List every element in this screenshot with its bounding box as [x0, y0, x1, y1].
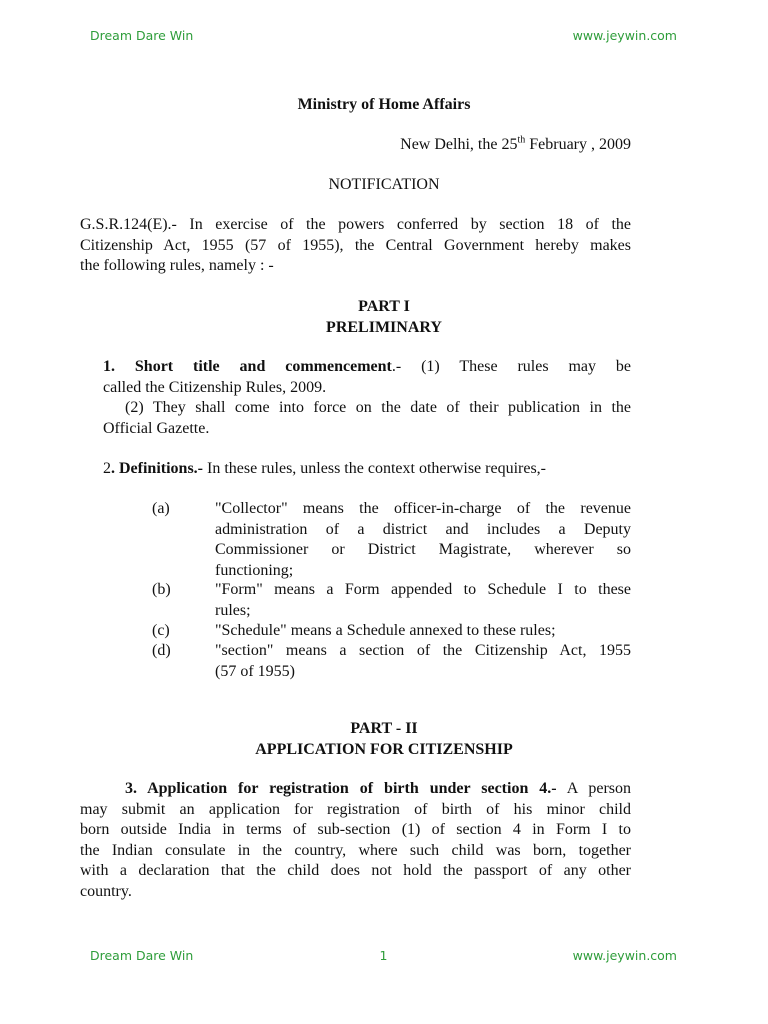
header-brand: Dream Dare Win — [90, 28, 194, 43]
rule-3-line: country. — [80, 882, 132, 900]
intro-line: the following rules, namely : - — [80, 257, 274, 274]
rule-2-heading: . Definitions.- — [111, 460, 203, 477]
rule-2 — [103, 459, 631, 480]
page-header — [90, 28, 677, 43]
rule-3-line: may submit an application for registration of birth of his minor child — [80, 800, 631, 818]
definition-line: (57 of 1955) — [215, 662, 295, 680]
notification-heading — [0, 175, 768, 196]
definition-line: "section" means a section of the Citizenship Act, 1955 — [215, 642, 631, 659]
rule-1-text: .- (1) These rules may be — [391, 358, 631, 375]
intro-line: G.S.R.124(E).- In exercise of the powers conferred by section 18 of the — [80, 216, 631, 233]
rule-1-line: Official Gazette. — [103, 419, 210, 437]
part1-heading — [0, 297, 768, 338]
rule-2-text: In these rules, unless the context otherwise requires,- — [203, 460, 547, 477]
part1-title: PART I — [358, 298, 410, 315]
footer-brand: Dream Dare Win — [90, 948, 194, 963]
rule-3-line — [80, 779, 631, 800]
page-footer — [90, 948, 677, 963]
definition-line: Commissioner or District Magistrate, wherever so — [215, 541, 631, 558]
definition-key: (a) — [152, 500, 170, 517]
rule-3-line: with a declaration that the child does not hold the passport of any other — [80, 862, 631, 879]
definition-item — [152, 580, 631, 621]
rule-3-heading: 3. Application for registration of birth under section 4.- — [125, 780, 557, 797]
rule-1-heading: 1. Short title and commencement — [103, 358, 392, 375]
intro-paragraph — [80, 215, 631, 277]
rule-1-line: called the Citizenship Rules, 2009. — [103, 378, 327, 396]
date-line — [400, 135, 631, 156]
definition-key: (d) — [152, 642, 171, 659]
rule-1 — [103, 357, 631, 439]
rule-2-number: 2 — [103, 460, 111, 477]
rule-1-line — [103, 357, 631, 378]
part2-subtitle: APPLICATION FOR CITIZENSHIP — [255, 740, 513, 758]
rule-3-line: the Indian consulate in the country, where such child was born, together — [80, 841, 631, 859]
part2-title: PART - II — [350, 720, 418, 737]
rule-3-text: A person — [556, 780, 631, 797]
definition-line: functioning; — [215, 561, 294, 579]
rule-3-line: born outside India in terms of sub-section (1) of section 4 in Form I to — [80, 821, 631, 838]
definition-line: "Form" means a Form appended to Schedule I to these — [215, 581, 631, 598]
header-website: www.jeywin.com — [572, 28, 677, 43]
definition-item — [152, 641, 631, 682]
rule-3 — [80, 779, 631, 902]
date-prefix: New Delhi, the 25 — [400, 136, 518, 153]
definition-item — [152, 621, 631, 642]
notification-text: NOTIFICATION — [328, 176, 440, 193]
definition-key: (c) — [152, 622, 170, 639]
ministry-title — [0, 95, 768, 116]
intro-line: Citizenship Act, 1955 (57 of 1955), the Central Government hereby makes — [80, 236, 631, 254]
definition-item — [152, 499, 631, 581]
page-number: 1 — [379, 948, 388, 963]
date-suffix: February , 2009 — [525, 136, 631, 153]
definition-line: rules; — [215, 601, 251, 619]
date-superscript: th — [517, 134, 526, 146]
ministry-title-text: Ministry of Home Affairs — [297, 96, 471, 113]
definition-line: "Schedule" means a Schedule annexed to these rules; — [215, 622, 556, 639]
rule-1-subclause: (2) They shall come into force on the date of their publication in the — [125, 399, 631, 416]
footer-website: www.jeywin.com — [572, 948, 677, 963]
part2-heading — [0, 719, 768, 760]
definition-line: "Collector" means the officer-in-charge of the revenue — [215, 500, 631, 517]
part1-subtitle: PRELIMINARY — [326, 318, 442, 336]
definition-key: (b) — [152, 581, 171, 598]
definition-line: administration of a district and includes a Deputy — [215, 520, 631, 538]
